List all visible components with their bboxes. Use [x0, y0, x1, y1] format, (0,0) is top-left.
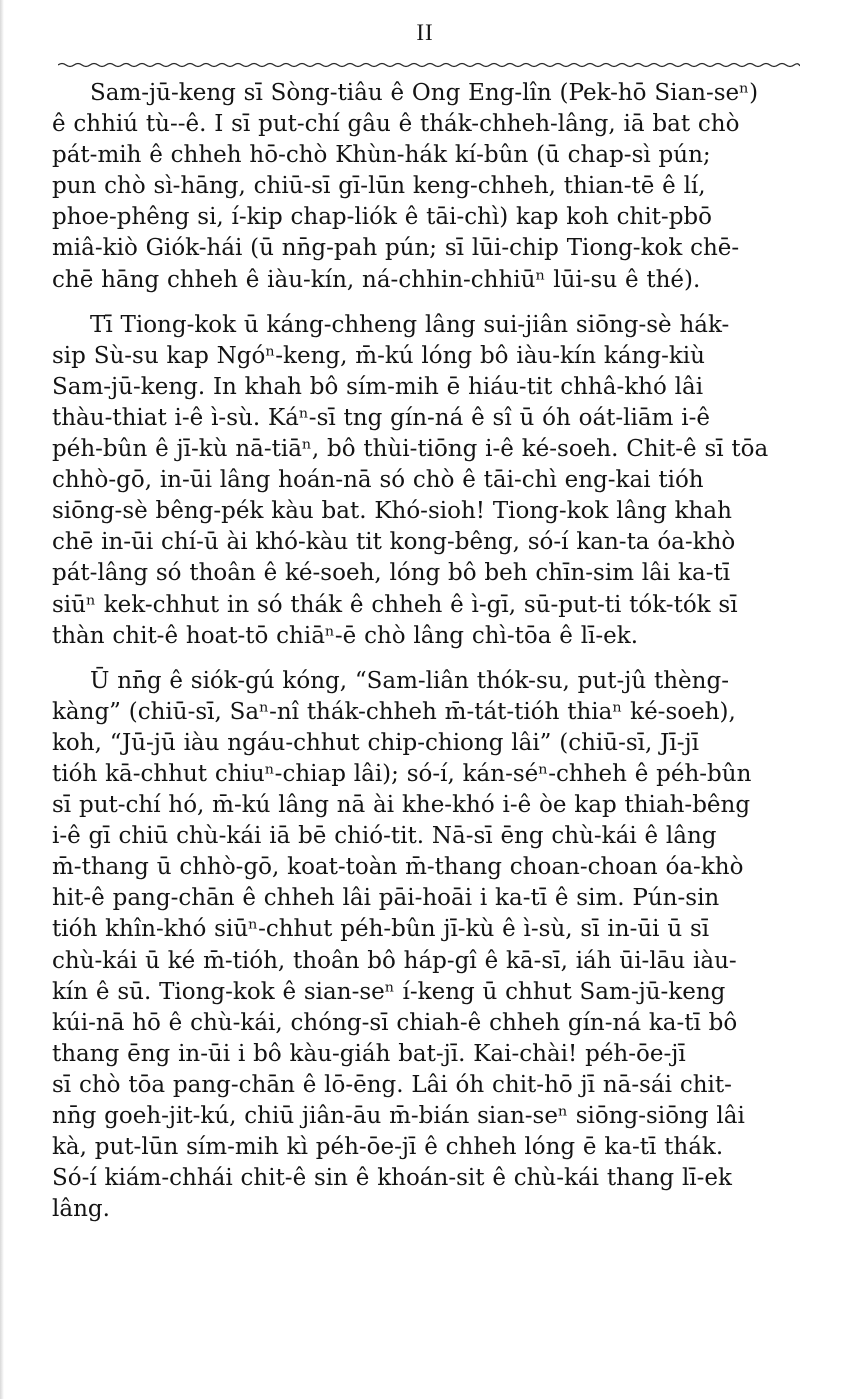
text-line: thàu-thiat i-ê ì-sù. Káⁿ-sī tng gín-ná ê sî ū óh oát-liām i-ê	[52, 404, 710, 431]
text-line: thang ēng in-ūi i bô kàu-giáh bat-jī. Kai-chài! péh-ōe-jī	[52, 1040, 686, 1067]
text-line: kà, put-lūn sím-mih kì péh-ōe-jī ê chheh lóng ē ka-tī thák.	[52, 1134, 724, 1161]
text-line: kín ê sū. Tiong-kok ê sian-seⁿ í-keng ū chhut Sam-jū-keng	[52, 978, 726, 1005]
body-text	[52, 78, 802, 1225]
text-line: tióh kā-chhut chiuⁿ-chiap lâi); só-í, kán-séⁿ-chheh ê péh-bûn	[52, 760, 752, 787]
text-line: miâ-kiò Giók-hái (ū nn̄g-pah pún; sī lūi-chip Tiong-kok chē-	[52, 235, 740, 262]
text-line: lâng.	[52, 1196, 110, 1223]
text-line: Sam-jū-keng sī Sòng-tiâu ê Ong Eng-lîn (Pek-hō Sian-seⁿ)	[90, 80, 759, 106]
text-line: siūⁿ kek-chhut in só thák ê chheh ê ì-gī, sū-put-ti tók-tók sī	[52, 591, 738, 618]
text-line: chē in-ūi chí-ū ài khó-kàu tit kong-bêng, só-í kan-ta óa-khò	[52, 529, 736, 556]
text-line: sī put-chí hó, m̄-kú lâng nā ài khe-khó i-ê òe kap thiah-bêng	[52, 792, 751, 819]
header-rule	[58, 60, 800, 74]
text-line: thàn chit-ê hoat-tō chiāⁿ-ē chò lâng chì-tōa ê lī-ek.	[52, 622, 639, 649]
text-line: pát-mih ê chheh hō-chò Khùn-hák kí-bûn (ū chap-sì pún;	[52, 142, 711, 169]
text-line: kàng” (chiū-sī, Saⁿ-nî thák-chheh m̄-tát-tióh thiaⁿ ké-soeh),	[52, 698, 736, 725]
text-line: chē hāng chheh ê iàu-kín, ná-chhin-chhiūⁿ lūi-su ê thé).	[52, 266, 701, 293]
paragraph	[52, 78, 802, 296]
text-line: tióh khîn-khó siūⁿ-chhut péh-bûn jī-kù ê ì-sù, sī in-ūi ū sī	[52, 916, 710, 943]
text-line: pun chò sì-hāng, chiū-sī gī-lūn keng-chheh, thian-tē ê lí,	[52, 173, 706, 200]
text-line: chù-kái ū ké m̄-tióh, thoân bô háp-gî ê kā-sī, iáh ūi-lāu iàu-	[52, 947, 737, 974]
scan-edge	[0, 0, 4, 1399]
text-line: m̄-thang ū chhò-gō, koat-toàn m̄-thang choan-choan óa-khò	[52, 854, 744, 881]
text-line: koh, “Jū-jū iàu ngáu-chhut chip-chiong lâi” (chiū-sī, Jī-jī	[52, 729, 699, 756]
text-line: ê chhiú tù--ê. I sī put-chí gâu ê thák-chheh-lâng, iā bat chò	[52, 111, 740, 138]
paragraph	[52, 666, 802, 1226]
text-line: Sam-jū-keng. In khah bô sím-mih ē hiáu-tit chhâ-khó lâi	[52, 373, 704, 400]
text-line: Só-í kiám-chhái chit-ê sin ê khoán-sit ê chù-kái thang lī-ek	[52, 1165, 732, 1192]
text-line: Tī Tiong-kok ū káng-chheng lâng sui-jiân siōng-sè hák-	[90, 311, 730, 338]
paragraph	[52, 310, 802, 652]
text-line: sī chò tōa pang-chān ê lō-ēng. Lâi óh chit-hō jī nā-sái chit-	[52, 1071, 732, 1098]
text-line: i-ê gī chiū chù-kái iā bē chió-tit. Nā-sī ēng chù-kái ê lâng	[52, 823, 717, 850]
text-line: pát-lâng só thoân ê ké-soeh, lóng bô beh chīn-sim lâi ka-tī	[52, 560, 731, 587]
page-number: II	[416, 20, 434, 45]
text-line: siōng-sè bêng-pék kàu bat. Khó-sioh! Tiong-kok lâng khah	[52, 498, 732, 525]
text-line: Ū nn̄g ê siók-gú kóng, “Sam-liân thók-su, put-jû thèng-	[90, 667, 729, 694]
text-line: kúi-nā hō ê chù-kái, chóng-sī chiah-ê chheh gín-ná ka-tī bô	[52, 1009, 738, 1036]
text-line: hit-ê pang-chān ê chheh lâi pāi-hoāi i ka-tī ê sim. Pún-sin	[52, 885, 720, 912]
text-line: phoe-phêng si, í-kip chap-liók ê tāi-chì) kap koh chit-pbō	[52, 204, 712, 231]
text-line: péh-bûn ê jī-kù nā-tiāⁿ, bô thùi-tiōng i-ê ké-soeh. Chit-ê sī tōa	[52, 436, 769, 463]
text-line: chhò-gō, in-ūi lâng hoán-nā só chò ê tāi-chì eng-kai tióh	[52, 467, 704, 494]
text-line: sip Sù-su kap Ngóⁿ-keng, m̄-kú lóng bô iàu-kín káng-kiù	[52, 342, 705, 369]
text-line: nn̄g goeh-jit-kú, chiū jiân-āu m̄-bián sian-seⁿ siōng-siōng lâi	[52, 1103, 745, 1129]
